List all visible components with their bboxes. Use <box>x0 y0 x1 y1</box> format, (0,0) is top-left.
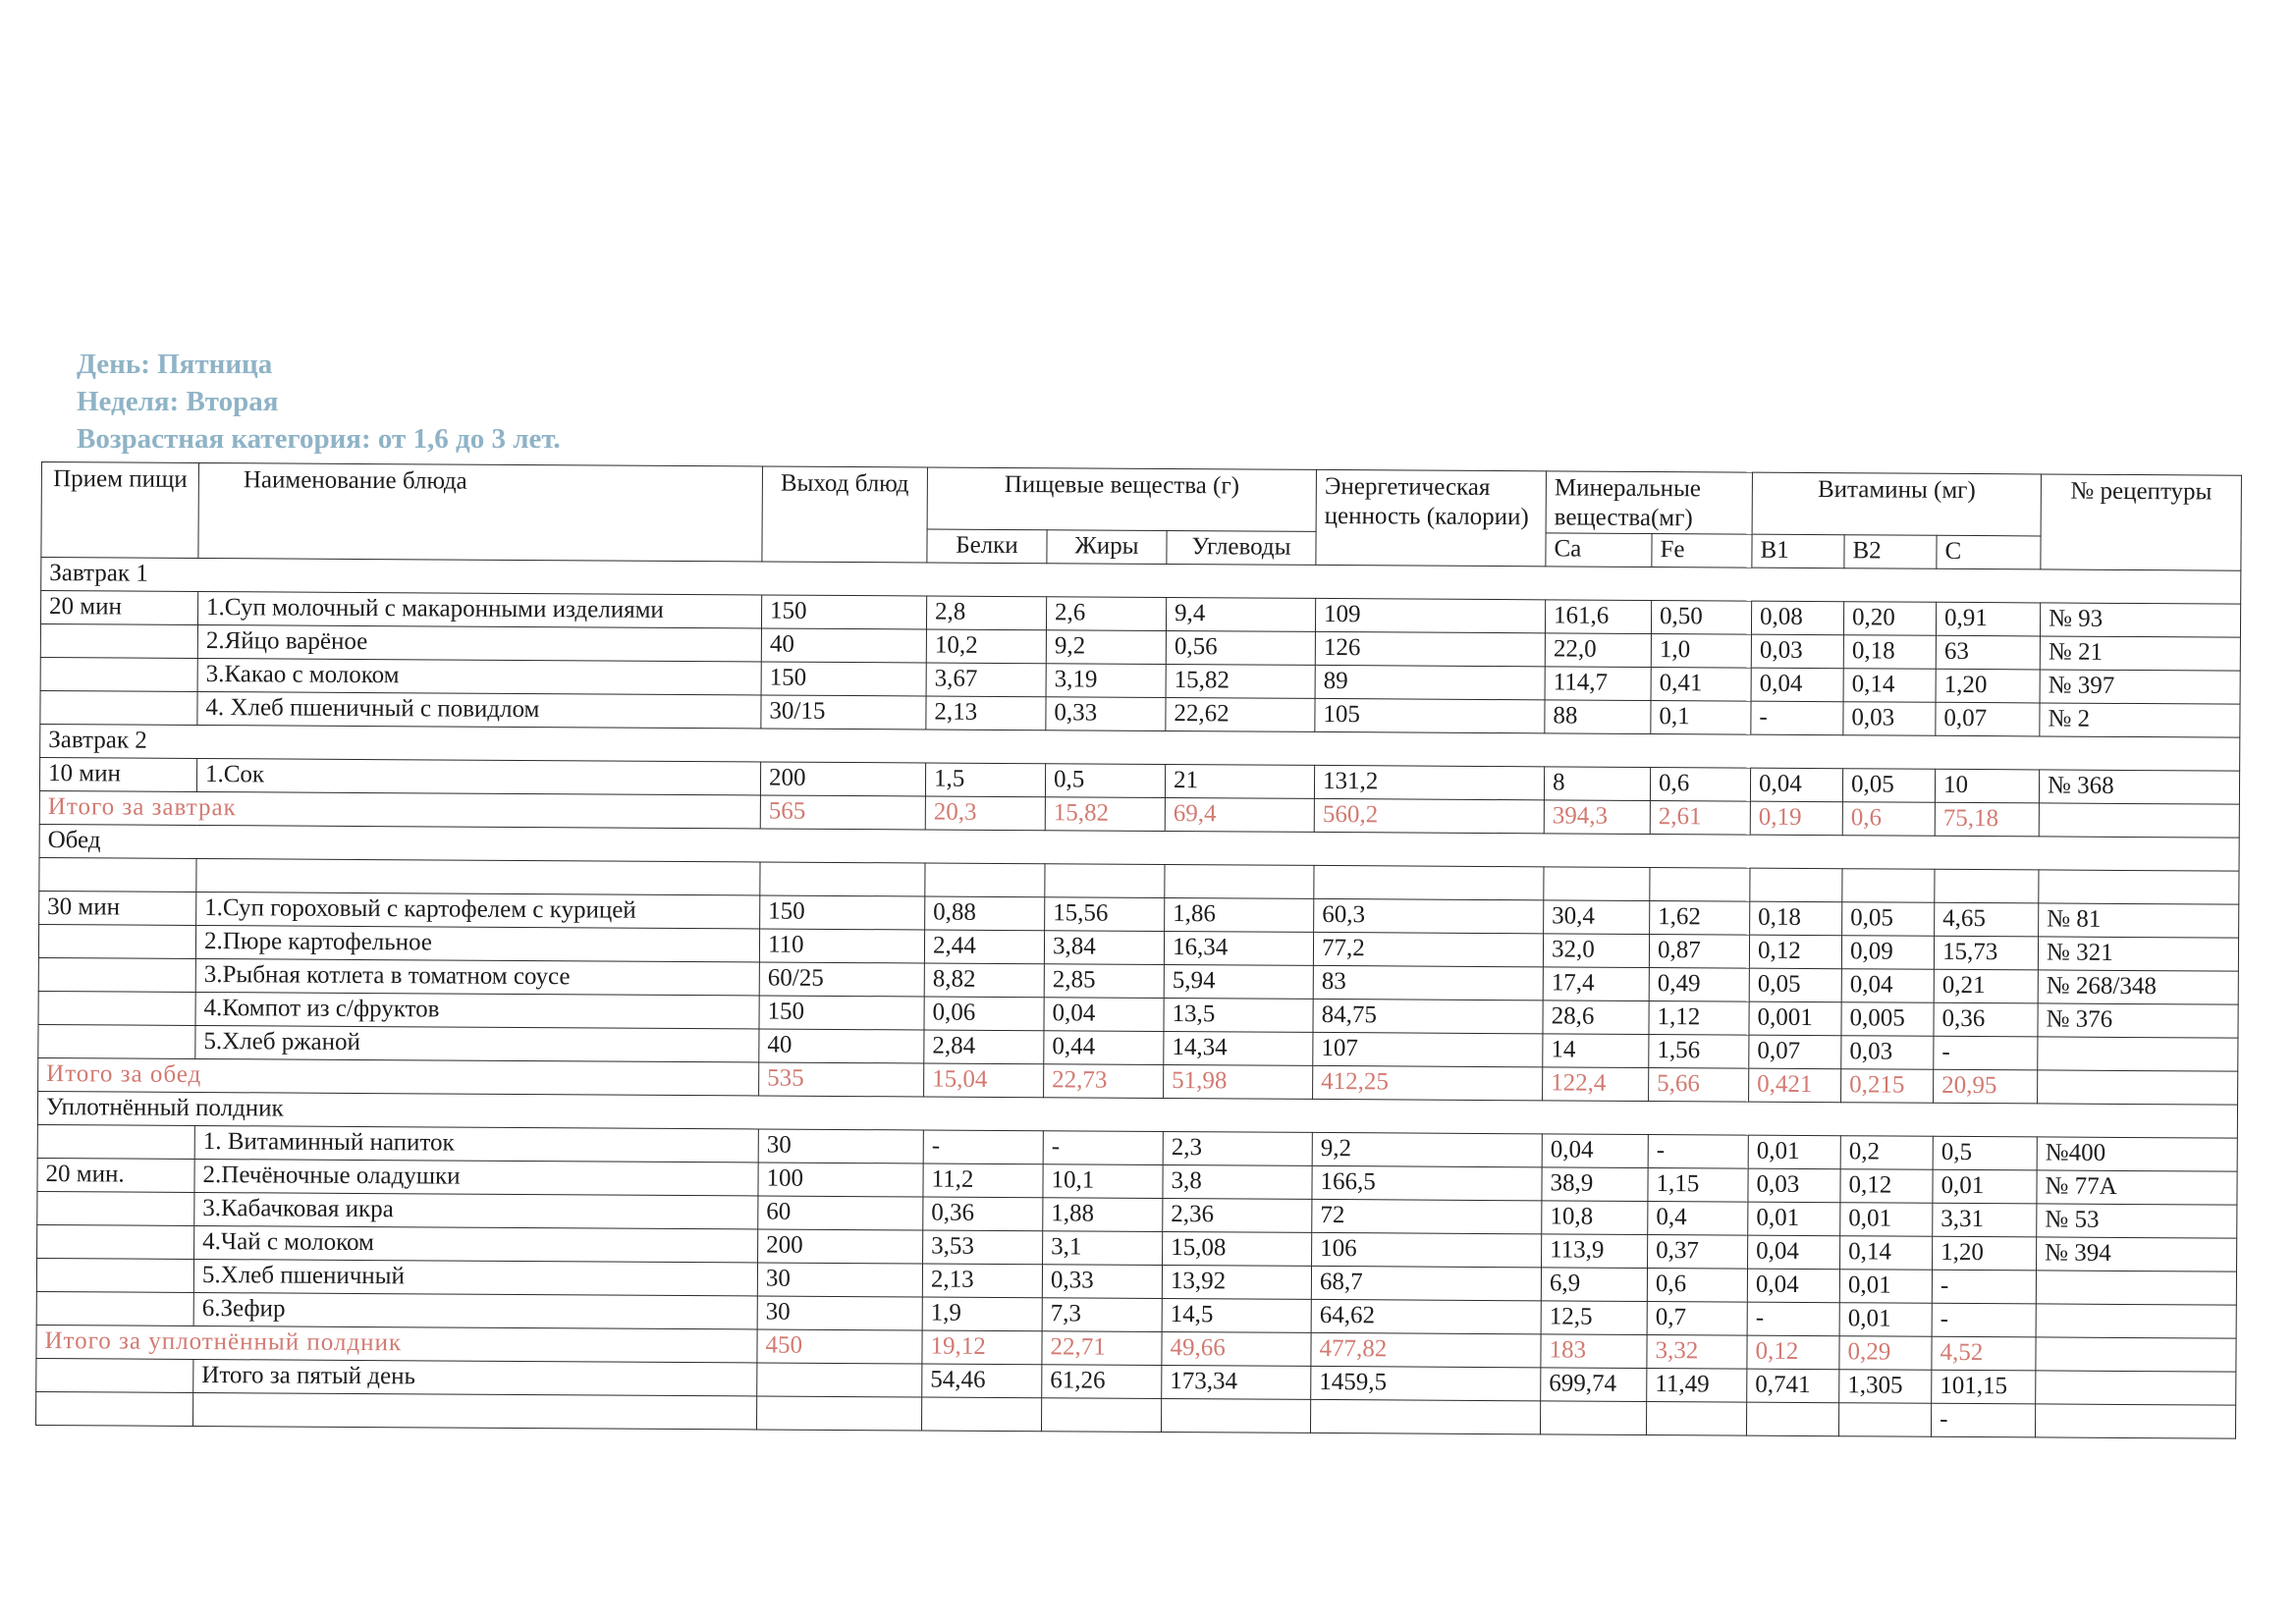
col-ca: Ca <box>1546 533 1652 568</box>
menu-table-wrapper <box>35 461 2241 1439</box>
menu-table <box>35 461 2242 1439</box>
document-header <box>77 346 561 458</box>
col-meal: Прием пищи <box>41 462 199 559</box>
col-carbs: Углеводы <box>1167 531 1316 566</box>
header-row-1 <box>41 462 2241 538</box>
section-breakfast2: Завтрак 2 <box>40 724 2240 771</box>
table-row: 3.Какао с молоком 150 3,67 3,19 15,82 89 114,7 0,41 0,04 0,14 1,20 № 397 <box>40 657 2240 704</box>
table-row: 1. Витаминный напиток 30 - - 2,3 9,2 0,04 - 0,01 0,2 0,5 №400 <box>37 1124 2237 1171</box>
col-recipe: № рецептуры <box>2041 474 2242 570</box>
col-protein: Белки <box>927 529 1047 564</box>
col-yield: Выход блюд <box>762 466 928 563</box>
section-breakfast1: Завтрак 1 <box>41 558 2241 605</box>
col-dish: Наименование блюда <box>198 462 763 562</box>
total-day-row: Итого за пятый день 54,46 61,26 173,34 1459,5 699,74 11,49 0,741 1,305 101,15 <box>36 1358 2236 1405</box>
col-minerals: Минеральные вещества(мг) <box>1546 471 1752 534</box>
table-row: 3.Кабачковая икра 60 0,36 1,88 2,36 72 10,8 0,4 0,01 0,01 3,31 № 53 <box>37 1191 2237 1238</box>
week-title: Неделя: Вторая <box>77 386 279 417</box>
total-breakfast-row: Итого за завтрак 565 20,3 15,82 69,4 560,2 394,3 2,61 0,19 0,6 75,18 <box>39 790 2239 838</box>
col-b1: B1 <box>1752 534 1844 568</box>
table-row: 4.Компот из с/фруктов 150 0,06 0,04 13,5 84,75 28,6 1,12 0,001 0,005 0,36 № 376 <box>38 991 2238 1038</box>
table-row: 5.Хлеб пшеничный 30 2,13 0,33 13,92 68,7 6,9 0,6 0,04 0,01 - <box>36 1258 2236 1305</box>
col-fe: Fe <box>1652 534 1752 568</box>
table-row: 30 мин 1.Суп гороховый с картофелем с курицей 150 0,88 15,56 1,86 60,3 30,4 1,62 0,18 0,05 4,65 № 81 <box>39 891 2239 938</box>
col-energy: Энергетическая ценность (калории) <box>1316 469 1547 566</box>
table-row: 20 мин. 2.Печёночные оладушки 100 11,2 10,1 3,8 166,5 38,9 1,15 0,03 0,12 0,01 № 77А <box>37 1158 2237 1205</box>
col-vitamins: Витамины (мг) <box>1752 472 2041 536</box>
table-row: 6.Зефир 30 1,9 7,3 14,5 64,62 12,5 0,7 - 0,01 - <box>36 1291 2236 1338</box>
table-row: 3.Рыбная котлета в томатном соусе 60/25 8,82 2,85 5,94 83 17,4 0,49 0,05 0,04 0,21 № 268/348 <box>38 957 2238 1004</box>
table-row: 20 мин 1.Суп молочный с макаронными изделиями 150 2,8 2,6 9,4 109 161,6 0,50 0,08 0,20 0,91 № 93 <box>40 591 2240 638</box>
col-b2: B2 <box>1844 535 1937 569</box>
table-row: 2.Пюре картофельное 110 2,44 3,84 16,34 77,2 32,0 0,87 0,12 0,09 15,73 № 321 <box>38 924 2238 971</box>
table-row: 10 мин 1.Сок 200 1,5 0,5 21 131,2 8 0,6 0,04 0,05 10 № 368 <box>39 757 2239 804</box>
section-snack: Уплотнённый полдник <box>37 1091 2237 1138</box>
total-lunch-row: Итого за обед 535 15,04 22,73 51,98 412,25 122,4 5,66 0,421 0,215 20,95 <box>38 1057 2238 1105</box>
col-fat: Жиры <box>1047 530 1167 565</box>
day-title: День: Пятница <box>77 349 273 380</box>
table-row: 4. Хлеб пшеничный с повидлом 30/15 2,13 0,33 22,62 105 88 0,1 - 0,03 0,07 № 2 <box>40 690 2240 737</box>
table-row: 5.Хлеб ржаной 40 2,84 0,44 14,34 107 14 1,56 0,07 0,03 - <box>38 1024 2238 1071</box>
table-row: 2.Яйцо варёное 40 10,2 9,2 0,56 126 22,0 1,0 0,03 0,18 63 № 21 <box>40 623 2240 671</box>
section-lunch: Обед <box>39 824 2239 871</box>
total-snack-row: Итого за уплотнённый полдник 450 19,12 22,71 49,66 477,82 183 3,32 0,12 0,29 4,52 <box>36 1325 2236 1372</box>
table-row: - <box>36 1391 2236 1438</box>
col-c: C <box>1937 535 2041 569</box>
col-nutrients: Пищевые вещества (г) <box>927 467 1316 531</box>
age-category: Возрастная категория: от 1,6 до 3 лет. <box>77 423 561 455</box>
table-row: 4.Чай с молоком 200 3,53 3,1 15,08 106 113,9 0,37 0,04 0,14 1,20 № 394 <box>37 1224 2237 1271</box>
